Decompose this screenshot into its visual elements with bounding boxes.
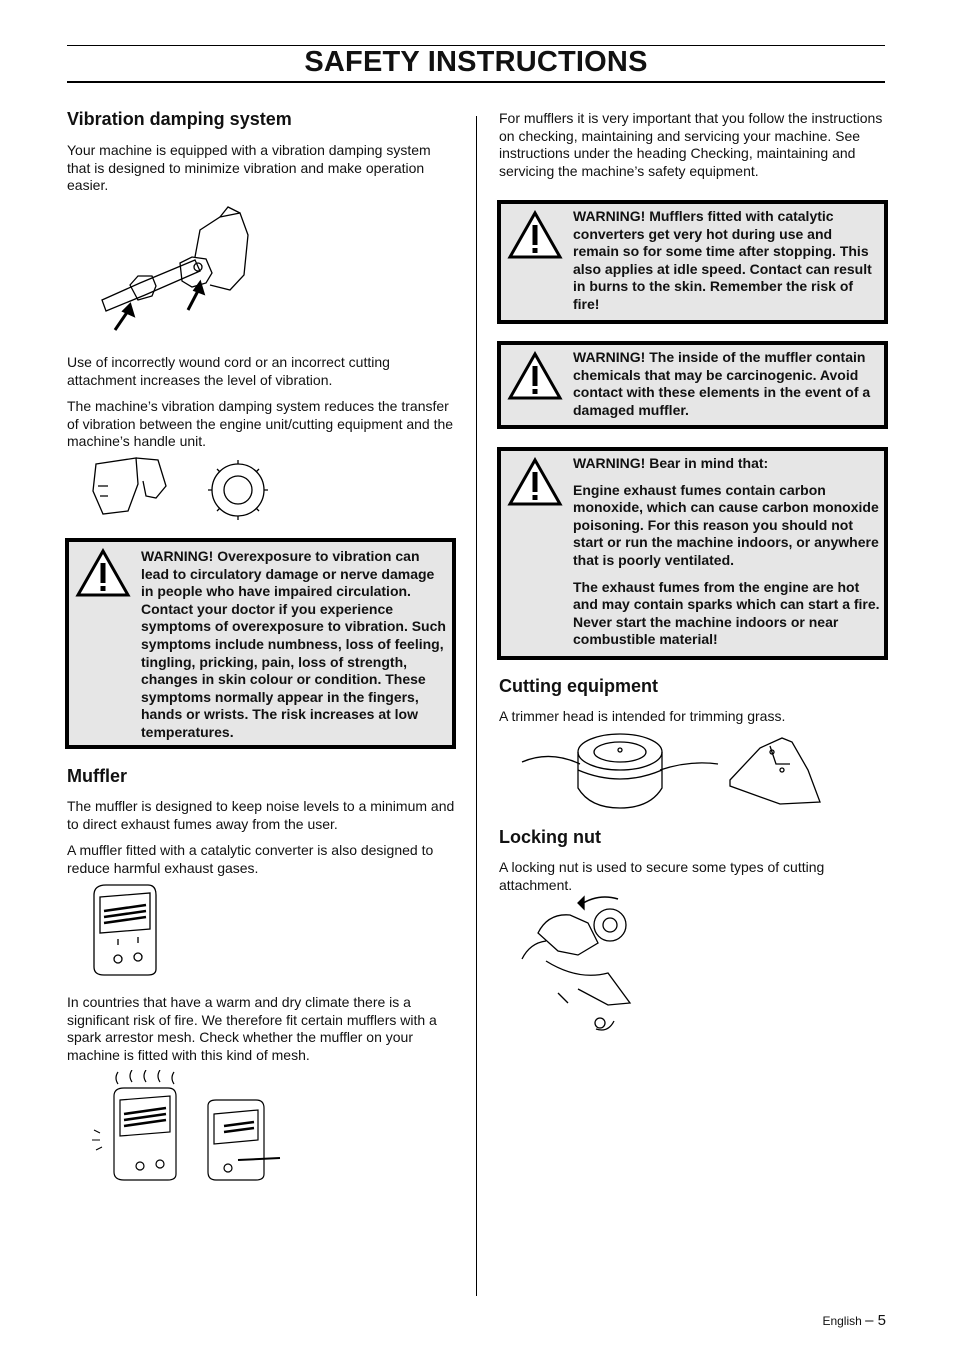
exhaust-warning-box <box>497 447 888 660</box>
muffler-paragraph-2: A muffler fitted with a catalytic converter is also designed to reduce harmful exhaust gases. <box>67 842 434 876</box>
vibration-heading: Vibration damping system <box>67 109 292 129</box>
cutting-equipment-paragraph: A trimmer head is intended for trimming grass. <box>499 708 786 724</box>
vibration-warning-box <box>65 538 456 749</box>
cutting-equipment-heading: Cutting equipment <box>499 676 658 696</box>
carcinogenic-warning-text: WARNING! The inside of the muffler contain chemicals that may be carcinogenic. Avoid contact with these elements in the event of a damaged muffler. <box>573 349 871 418</box>
vibration-damper-illustration <box>100 205 260 335</box>
spark-arrestor-illustration <box>88 1070 288 1185</box>
exhaust-warning-line-1: WARNING! Bear in mind that: <box>573 455 769 471</box>
vibration-paragraph-3: The machine’s vibration damping system reduces the transfer of vibration between the engine unit/cutting equipment and the machine’s handle unit. <box>67 398 454 449</box>
header-bottom-rule <box>67 81 885 83</box>
warning-triangle-icon <box>507 210 563 260</box>
page-footer <box>822 1312 886 1329</box>
locking-nut-paragraph: A locking nut is used to secure some types of cutting attachment. <box>499 859 825 893</box>
footer-page-number: – 5 <box>865 1312 886 1329</box>
catalytic-muffler-illustration <box>88 883 163 978</box>
footer-language: English <box>822 1314 862 1328</box>
page-title: SAFETY INSTRUCTIONS <box>304 46 648 78</box>
vibration-warning-text: WARNING! Overexposure to vibration can lead to circulatory damage or nerve damage in people who have impaired circulation. Contact your doctor if you experience symptoms of overexposure to vibration. Such symptoms include numbness, loss of feeling, tingling, pricking, pain, loss of strength, changes in skin colour or condition. These symptoms normally appear in the fingers, hands or wrists. The risk increases at low temperatures. <box>141 548 446 740</box>
exhaust-warning-line-2: Engine exhaust fumes contain carbon monoxide, which can cause carbon monoxide poisoning. For this reason you should not start or run the machine indoors, or anywhere that is poorly ventilated. <box>573 481 879 568</box>
warning-triangle-icon <box>75 548 131 598</box>
trimmer-head-illustration <box>520 730 830 812</box>
muffler-paragraph-3: In countries that have a warm and dry climate there is a significant risk of fire. We therefore fit certain mufflers with a spark arrestor mesh. Check whether the muffler on your machine is fitted with this kind of mesh. <box>67 994 437 1063</box>
locking-nut-heading: Locking nut <box>499 827 601 847</box>
catalytic-warning-text: WARNING! Mufflers fitted with catalytic converters get very hot during use and remain so for some time after stopping. This also applies at idle speed. Contact can result in burns to the skin. Remember the risk of fire! <box>573 208 872 312</box>
muffler-instructions-paragraph: For mufflers it is very important that you follow the instructions on checking, maintaining and servicing your machine. See instructions under the heading Checking, maintaining and servicing the machine’s safety equipment. <box>499 110 883 179</box>
column-divider <box>476 116 477 1296</box>
locking-nut-illustration <box>518 893 638 1033</box>
vibration-paragraph-1: Your machine is equipped with a vibration damping system that is designed to minimize vibration and make operation easier. <box>67 142 431 193</box>
vibration-paragraph-2: Use of incorrectly wound cord or an incorrect cutting attachment increases the level of vibration. <box>67 354 390 388</box>
exhaust-warning-text <box>573 455 881 658</box>
damping-elements-illustration <box>88 456 268 524</box>
carcinogenic-warning-box <box>497 341 888 429</box>
catalytic-warning-box <box>497 200 888 324</box>
muffler-paragraph-1: The muffler is designed to keep noise levels to a minimum and to direct exhaust fumes away from the user. <box>67 798 455 832</box>
warning-triangle-icon <box>507 351 563 401</box>
exhaust-warning-line-3: The exhaust fumes from the engine are hot and may contain sparks which can start a fire. Never start the machine indoors or near combustible material! <box>573 578 880 648</box>
warning-triangle-icon <box>507 457 563 507</box>
muffler-heading: Muffler <box>67 766 127 786</box>
